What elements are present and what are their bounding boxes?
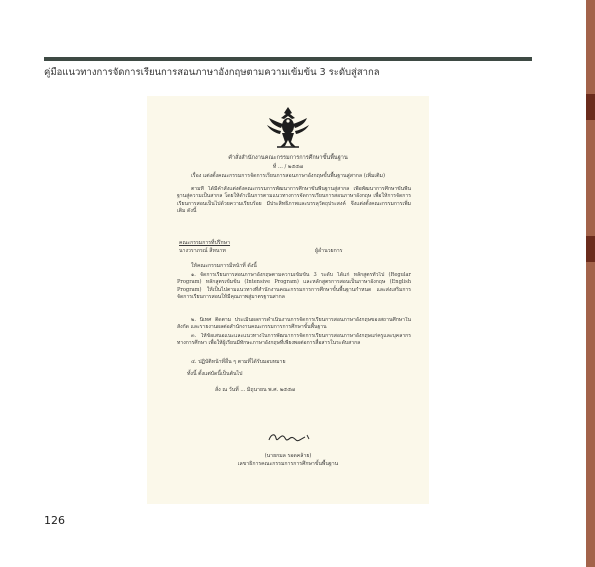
member-role: ผู้อำนวยการ	[315, 248, 343, 254]
effective-clause: ทั้งนี้ ตั้งแต่บัดนี้เป็นต้นไป	[187, 371, 243, 377]
duties-intro: ให้คณะกรรมการมีหน้าที่ ดังนี้	[191, 263, 257, 269]
right-edge-marker	[586, 94, 595, 120]
duty-paragraph-2: ๒. นิเทศ ติดตาม ประเมินผลการดำเนินงานการจัดการเรียนการสอนภาษาอังกฤษของสถานศึกษาในสังกัด และรายงานผลต่อสำนักงานคณะกรรมการการศึกษาขั้นพื้นฐาน	[177, 317, 411, 331]
running-header: คู่มือแนวทางการจัดการเรียนการสอนภาษาอังกฤษตามความเข้มข้น 3 ระดับสู่สากล	[44, 67, 380, 78]
page-number: 126	[44, 514, 65, 527]
signer-title: เลขาธิการคณะกรรมการการศึกษาขั้นพื้นฐาน	[237, 461, 339, 467]
order-number: ที่ ... / ๒๕๕๗	[272, 164, 304, 170]
duty-paragraph-3: ๓. ให้ข้อเสนอแนะและแนวทางในการพัฒนาการจัดการเรียนการสอนภาษาอังกฤษแก่ครูและบุคลากรทางการศึกษา เพื่อให้ผู้เรียนมีทักษะภาษาอังกฤษที่เพียงพอต่อการสื่อสารในระดับสากล	[177, 333, 411, 347]
right-edge-stripe	[586, 0, 595, 567]
duty-paragraph-1: ๑. จัดการเรียนการสอนภาษาอังกฤษตามความเข้มข้น 3 ระดับ ได้แก่ หลักสูตรทั่วไป (Regular Program) หลักสูตรเข้มข้น (Intensive Program) และหลักสูตรการสอนเป็นภาษาอังกฤษ (English Program) ให้เป็นไปตามแนวทางที่สำนักงานคณะกรรมการการศึกษาขั้นพื้นฐานกำหนด และส่งเสริมการจัดการเรียนการสอนให้มีคุณภาพสู่มาตรฐานสากล	[177, 272, 411, 301]
order-date: สั่ง ณ วันที่ ... มิถุนายน พ.ศ. ๒๕๕๗	[215, 387, 296, 393]
scanned-letter	[147, 96, 429, 504]
intro-paragraph: ตามที่ ได้มีคำสั่งแต่งตั้งคณะกรรมการพัฒนาการศึกษาขั้นพื้นฐานสู่สากล เพื่อพัฒนาการศึกษาขั้นพื้นฐานสู่ความเป็นสากล โดยให้ดำเนินการตามแนวทางการจัดการเรียนการสอนภาษาอังกฤษ เพื่อให้การจัดการเรียนการสอนเป็นไปด้วยความเรียบร้อย มีประสิทธิภาพและบรรลุวัตถุประสงค์ จึงแต่งตั้งคณะกรรมการเพิ่มเติม ดังนี้	[177, 186, 411, 215]
right-edge-marker	[586, 236, 595, 262]
order-subject: เรื่อง แต่งตั้งคณะกรรมการจัดการเรียนการสอนภาษาอังกฤษขั้นพื้นฐานสู่สากล (เพิ่มเติม)	[191, 173, 385, 179]
garuda-emblem	[265, 104, 311, 150]
signer-name: (นายกมล รอดคล้าย)	[264, 453, 312, 459]
member-name: นางวราภรณ์ สีหนาท	[179, 248, 226, 254]
header-rule	[44, 57, 532, 61]
committee-heading: คณะกรรมการที่ปรึกษา	[179, 240, 231, 246]
handwritten-signature	[265, 430, 315, 446]
duty-paragraph-4: ๔. ปฏิบัติหน้าที่อื่น ๆ ตามที่ได้รับมอบหมาย	[191, 359, 286, 365]
order-title: คำสั่งสำนักงานคณะกรรมการการศึกษาขั้นพื้นฐาน	[228, 155, 348, 161]
